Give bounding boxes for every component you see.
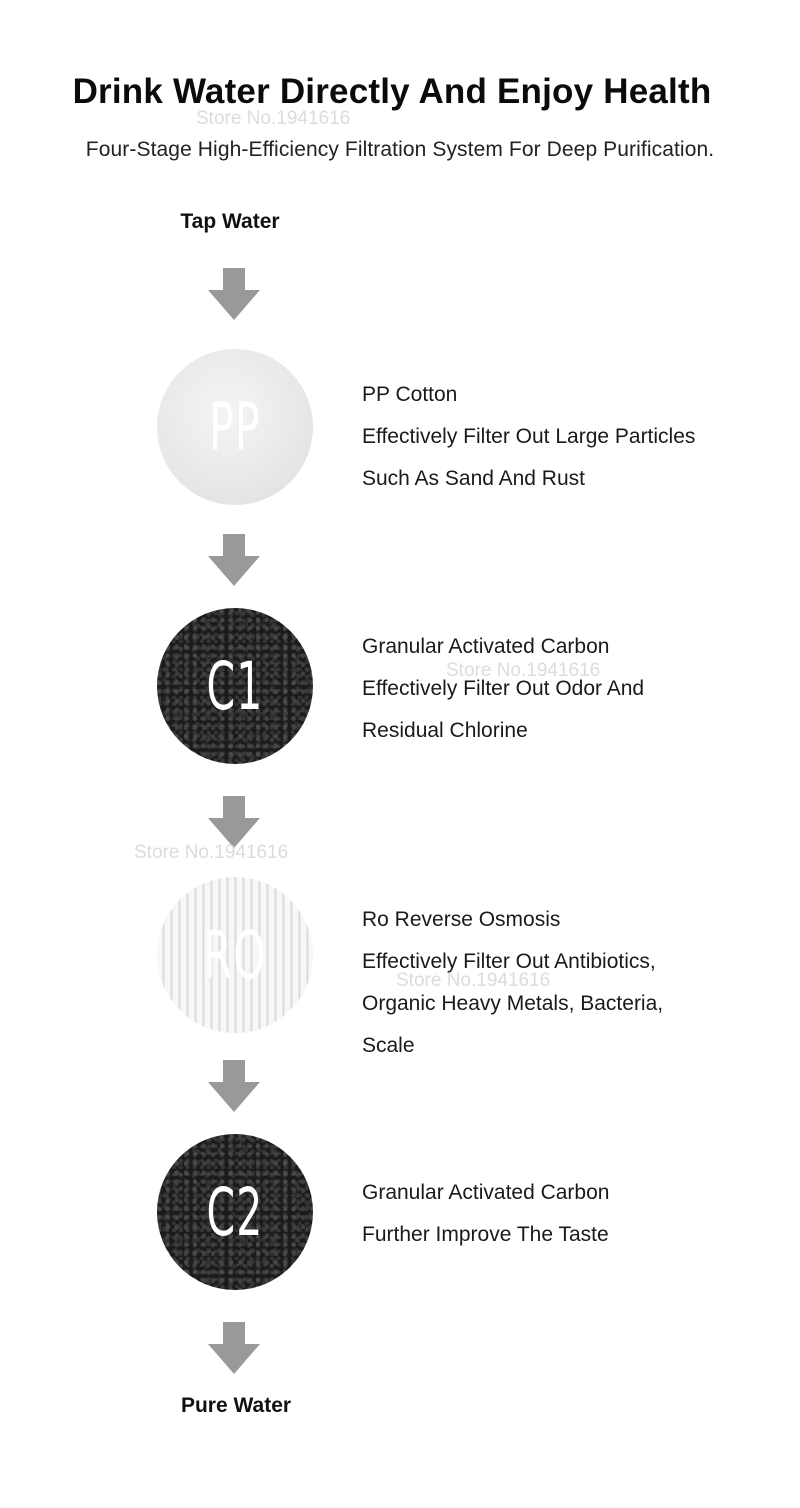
pp-filter-code: PP — [209, 388, 261, 466]
pp-filter-disc — [157, 349, 313, 505]
down-arrow-icon — [208, 796, 260, 848]
stage-name: Ro Reverse Osmosis — [362, 908, 561, 931]
c1-filter-description — [362, 626, 782, 752]
c2-filter-disc — [157, 1134, 313, 1290]
c1-filter-disc — [157, 608, 313, 764]
down-arrow-icon — [208, 1060, 260, 1112]
down-arrow-icon — [208, 268, 260, 320]
c2-filter-description — [362, 1172, 782, 1256]
pure-water-label: Pure Water — [180, 1394, 292, 1417]
stage-detail: Effectively Filter Out Antibiotics, — [362, 950, 656, 973]
stage-detail: Further Improve The Taste — [362, 1223, 609, 1246]
stage-detail: Scale — [362, 1034, 415, 1057]
page-subtitle: Four-Stage High-Efficiency Filtration System For Deep Purification. — [85, 138, 715, 161]
stage-detail: Residual Chlorine — [362, 719, 528, 742]
watermark: Store No.1941616 — [134, 842, 289, 863]
ro-filter-disc — [157, 877, 313, 1033]
watermark: Store No.1941616 — [446, 660, 601, 681]
stage-detail: Effectively Filter Out Odor And — [362, 677, 645, 700]
stage-detail: Effectively Filter Out Large Particles — [362, 425, 696, 448]
down-arrow-icon — [208, 534, 260, 586]
watermark: Store No.1941616 — [396, 970, 551, 991]
stage-name: Granular Activated Carbon — [362, 635, 610, 658]
stage-detail: Organic Heavy Metals, Bacteria, — [362, 992, 664, 1015]
page-title: Drink Water Directly And Enjoy Health — [72, 72, 712, 111]
ro-filter-code: RO — [203, 916, 267, 994]
watermark: Store No.1941616 — [196, 108, 351, 129]
pp-filter-description — [362, 374, 782, 500]
c2-filter-code: C2 — [206, 1173, 264, 1251]
stage-name: Granular Activated Carbon — [362, 1181, 610, 1204]
down-arrow-icon — [208, 1322, 260, 1374]
stage-detail: Such As Sand And Rust — [362, 467, 585, 490]
c1-filter-code: C1 — [206, 647, 264, 725]
tap-water-label: Tap Water — [180, 210, 280, 233]
stage-name: PP Cotton — [362, 383, 458, 406]
